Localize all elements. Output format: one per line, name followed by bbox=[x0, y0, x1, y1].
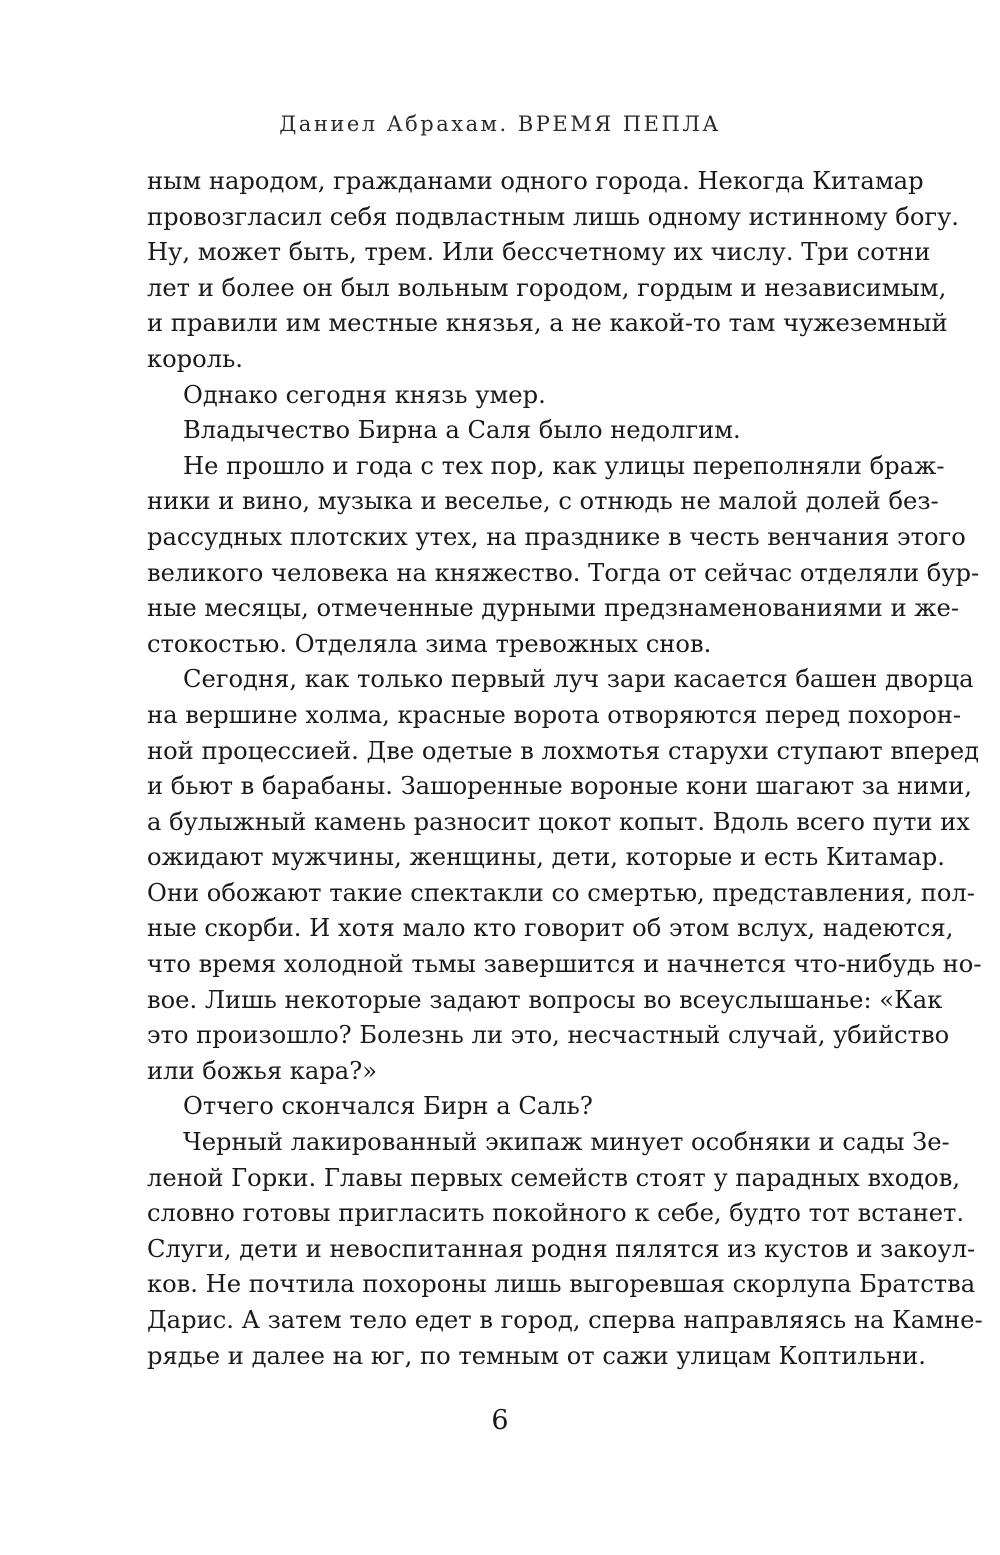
text-line: это произошло? Болезнь ли это, несчастный случай, убийство bbox=[147, 1021, 950, 1050]
text-line: Сегодня, как только первый луч зари касается башен дворца bbox=[183, 665, 974, 694]
text-line: вое. Лишь некоторые задают вопросы во всеуслышанье: «Как bbox=[147, 985, 943, 1014]
text-line: Дарис. А затем тело едет в город, сперва направляясь на Камне- bbox=[147, 1306, 983, 1334]
text-line: стокостью. Отделяла зима тревожных снов. bbox=[147, 629, 712, 658]
text-line: ков. Не почтила похороны лишь выгоревшая скорлупа Братства bbox=[147, 1270, 976, 1299]
text-line: Не прошло и года с тех пор, как улицы переполняли браж- bbox=[183, 451, 945, 480]
text-line: ные скорби. И хотя мало кто говорит об этом вслух, надеются, bbox=[147, 914, 954, 943]
text-line: лет и более он был вольным городом, гордым и независимым, bbox=[147, 273, 947, 302]
text-line: великого человека на княжество. Тогда от сейчас отделяли бур- bbox=[147, 558, 980, 587]
header-title: ВРЕМЯ ПЕПЛА bbox=[517, 112, 721, 136]
text-line: леной Горки. Главы первых семейств стоят у парадных входов, bbox=[147, 1163, 961, 1192]
text-line: ной процессией. Две одетые в лохмотья старухи ступают вперед bbox=[147, 736, 980, 765]
running-header bbox=[0, 112, 1000, 136]
text-line: Они обожают такие спектакли со смертью, представления, пол- bbox=[147, 878, 975, 907]
text-line: Однако сегодня князь умер. bbox=[183, 380, 546, 409]
text-line: на вершине холма, красные ворота отворяются перед похорон- bbox=[147, 700, 962, 729]
text-line: Слуги, дети и невоспитанная родня пялятся из кустов и закоул- bbox=[147, 1234, 976, 1263]
text-line: провозгласил себя подвластным лишь одному истинному богу. bbox=[147, 202, 959, 231]
text-line: Владычество Бирна а Саля было недолгим. bbox=[183, 416, 741, 445]
text-line: ожидают мужчины, женщины, дети, которые и есть Китамар. bbox=[147, 843, 945, 872]
text-line: а булыжный камень разносит цокот копыт. Вдоль всего пути их bbox=[147, 807, 970, 836]
text-line: ники и вино, музыка и веселье, с отнюдь не малой долей без- bbox=[147, 487, 939, 516]
text-line: ные месяцы, отмеченные дурными предзнаменованиями и же- bbox=[147, 594, 960, 623]
text-line: король. bbox=[147, 344, 243, 373]
text-line: рассудных плотских утех, на празднике в честь венчания этого bbox=[147, 522, 966, 551]
text-line: что время холодной тьмы завершится и начнется что-нибудь но- bbox=[147, 950, 982, 979]
text-line: Черный лакированный экипаж минует особняки и сады Зе- bbox=[183, 1128, 950, 1157]
text-line: рядье и далее на юг, по темным от сажи улицам Коптильни. bbox=[147, 1341, 926, 1370]
page-number: 6 bbox=[491, 1405, 509, 1436]
text-line: Ну, может быть, трем. Или бессчетному их числу. Три сотни bbox=[147, 238, 931, 267]
text-line: и бьют в барабаны. Зашоренные вороные кони шагают за ними, bbox=[147, 772, 972, 801]
text-line: ным народом, гражданами одного города. Некогда Китамар bbox=[147, 167, 924, 195]
header-author: Даниел Абрахам. bbox=[279, 112, 509, 136]
body-text bbox=[147, 164, 983, 1374]
text-line: и правили им местные князья, а не какой-то там чужеземный bbox=[147, 309, 948, 338]
text-line: или божья кара?» bbox=[147, 1056, 377, 1085]
text-line: Отчего скончался Бирн а Саль? bbox=[183, 1092, 593, 1121]
text-line: словно готовы пригласить покойного к себе, будто тот встанет. bbox=[147, 1199, 965, 1228]
